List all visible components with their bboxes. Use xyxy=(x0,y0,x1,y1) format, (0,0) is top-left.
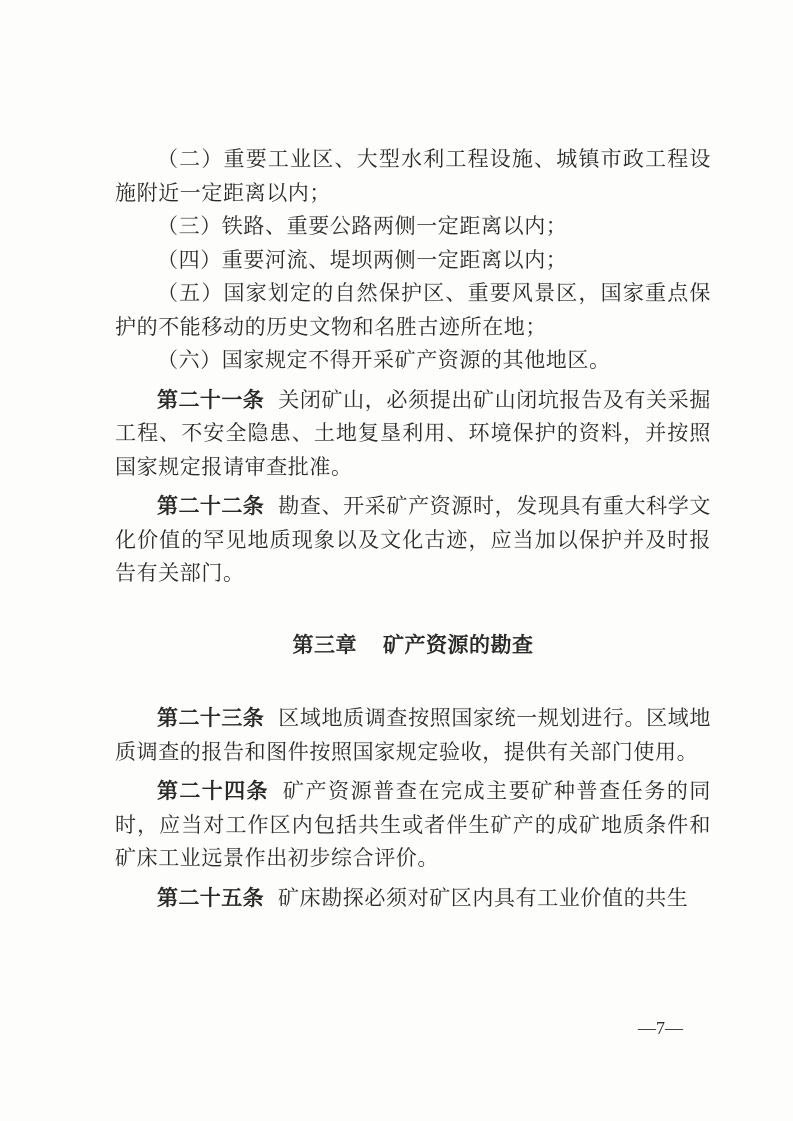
article-label: 第二十四条 xyxy=(157,779,269,803)
clause-item: （五）国家划定的自然保护区、重要风景区，国家重点保护的不能移动的历史文物和名胜古迹所在地； xyxy=(115,281,711,339)
article-text: 矿产资源普查在完成主要矿种普查任务的同时，应当对工作区内包括共生或者伴生矿产的成矿地质条件和矿床工业远景作出初步综合评价。 xyxy=(115,779,712,870)
page-body xyxy=(115,143,711,915)
article-text: 关闭矿山，必须提出矿山闭坑报告及有关采掘工程、不安全隐患、土地复垦利用、环境保护的资料，并按照国家规定报请审查批准。 xyxy=(115,387,712,479)
article-paragraph xyxy=(115,775,711,876)
chapter-heading xyxy=(115,629,711,663)
clause-item: （三）铁路、重要公路两侧一定距离以内； xyxy=(157,214,568,238)
clause-item: （二）重要工业区、大型水利工程设施、城镇市政工程设施附近一定距离以内； xyxy=(115,147,711,205)
article-label: 第二十二条 xyxy=(157,494,265,518)
chapter-number: 第三章 xyxy=(292,632,357,657)
article-paragraph xyxy=(115,882,711,916)
article-label: 第二十三条 xyxy=(157,706,265,730)
article-text: 矿床勘探必须对矿区内具有工业价值的共生 xyxy=(278,885,689,910)
article-label: 第二十一条 xyxy=(157,387,265,412)
article-text: 区域地质调查按照国家统一规划进行。区域地质调查的报告和图件按照国家规定验收，提供有关部门使用。 xyxy=(115,706,712,764)
article-paragraph xyxy=(115,702,711,769)
chapter-title: 矿产资源的勘查 xyxy=(383,632,534,657)
article-label: 第二十五条 xyxy=(157,885,264,910)
page-number: —7— xyxy=(638,1018,683,1038)
clause-item: （六）国家规定不得开采矿产资源的其他地区。 xyxy=(157,348,611,372)
clause-item: （四）重要河流、堤坝两侧一定距离以内； xyxy=(157,247,568,272)
article-text: 勘查、开采矿产资源时，发现具有重大科学文化价值的罕见地质现象以及文化古迹，应当加以保护并及时报告有关部门。 xyxy=(115,494,712,585)
article-paragraph xyxy=(115,490,711,591)
article-paragraph xyxy=(115,384,711,485)
